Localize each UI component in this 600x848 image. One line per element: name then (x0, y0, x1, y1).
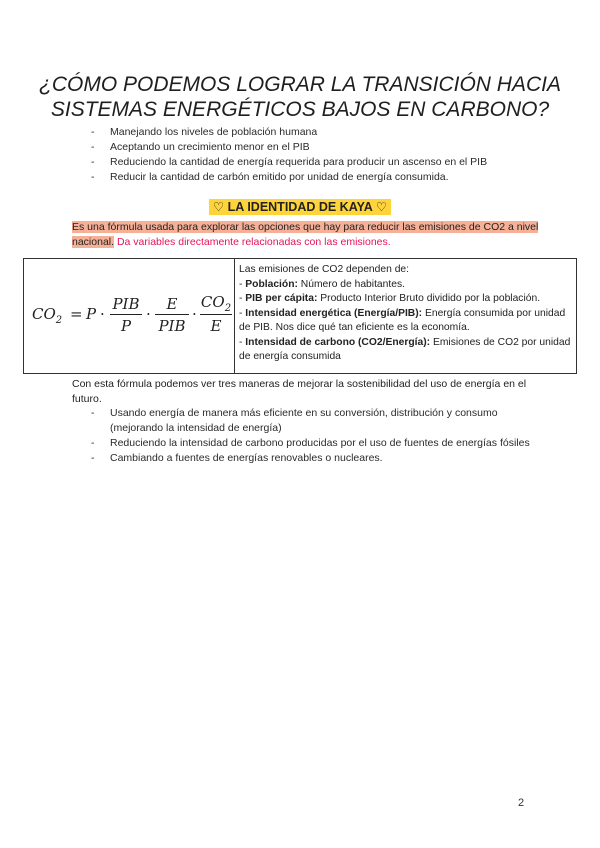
list-item: - Reducir la cantidad de carbón emitido por unidad de energía consumida. (72, 170, 552, 185)
f3-denominator: E (210, 317, 222, 335)
kaya-heading: ♡ LA IDENTIDAD DE KAYA ♡ (209, 199, 391, 215)
f1-numerator: PIB (112, 295, 140, 313)
formula-lhs-sub: 2 (55, 315, 63, 326)
term-item: - Intensidad energética (Energía/PIB): Energía consumida por unidad de PIB. Nos dice qué tan eficiente es la economía. (239, 307, 566, 333)
section-heading (0, 198, 600, 216)
intro-note: Da variables directamente relacionadas con las emisiones. (114, 236, 391, 248)
list-item: - Usando energía de manera más eficiente en su conversión, distribución y consumo (mejorando la intensidad de energía) (72, 406, 542, 436)
term-item: - Población: Número de habitantes. (239, 278, 405, 290)
f2-denominator: PIB (158, 317, 186, 335)
f1-denominator: P (120, 317, 132, 335)
title-line-2: SISTEMAS ENERGÉTICOS BAJOS EN CARBONO? (50, 98, 550, 121)
ways-intro: Con esta fórmula podemos ver tres maneras de mejorar la sostenibilidad del uso de energía en el futuro. (72, 378, 527, 405)
term-label: Población: (245, 278, 298, 290)
list-item: - Manejando los niveles de población humana (72, 125, 552, 140)
f3-numerator: $CO_2$ (200, 293, 232, 314)
kaya-intro (72, 220, 542, 250)
term-item: - Intensidad de carbono (CO2/Energía): Emisiones de CO2 por unidad de energía consumida (239, 336, 571, 362)
term-label: PIB per cápita: (245, 293, 318, 304)
term-item: - PIB per cápita: Producto Interior Bruto dividido por la población. (239, 293, 541, 304)
term-label: Intensidad de carbono (CO2/Energía): (245, 336, 431, 348)
desc-intro: Las emisiones de CO2 dependen de: (239, 264, 410, 275)
page-title (30, 72, 570, 122)
fraction-bar (200, 314, 232, 315)
kaya-formula (24, 259, 234, 373)
fraction-bar (110, 314, 142, 315)
list-item: - Aceptando un crecimiento menor en el PIB (72, 140, 552, 155)
formula-lhs: $CO_2$ (32, 305, 63, 326)
list-item: - Reduciendo la cantidad de energía requerida para producir un ascenso en el PIB (72, 155, 552, 170)
list-item: - Reduciendo la intensidad de carbono producidas por el uso de fuentes de energías fósiles (72, 436, 542, 451)
formula-dot: · (146, 305, 151, 323)
term-label: Intensidad energética (Energía/PIB): (245, 307, 423, 319)
formula-dot: · (100, 305, 105, 323)
title-line-1: ¿CÓMO PODEMOS LOGRAR LA TRANSICIÓN HACIA (39, 73, 561, 96)
kaya-table (23, 258, 577, 374)
page-number: 2 (518, 797, 525, 809)
intro-highlight: Es una fórmula usada para explorar las opciones que hay para reducir las emisiones de CO2 a nivel nacional. (72, 221, 539, 248)
list-item: - Cambiando a fuentes de energías renovables o nucleares. (72, 451, 542, 466)
formula-cell (24, 259, 235, 374)
ways-list (72, 406, 542, 466)
formula-dot: · (192, 305, 197, 323)
formula-equals: = (70, 305, 83, 323)
strategy-list (72, 125, 552, 185)
f2-numerator: E (166, 295, 178, 313)
formula-p: P (86, 305, 97, 323)
description-cell (235, 259, 577, 374)
fraction-bar (155, 314, 189, 315)
